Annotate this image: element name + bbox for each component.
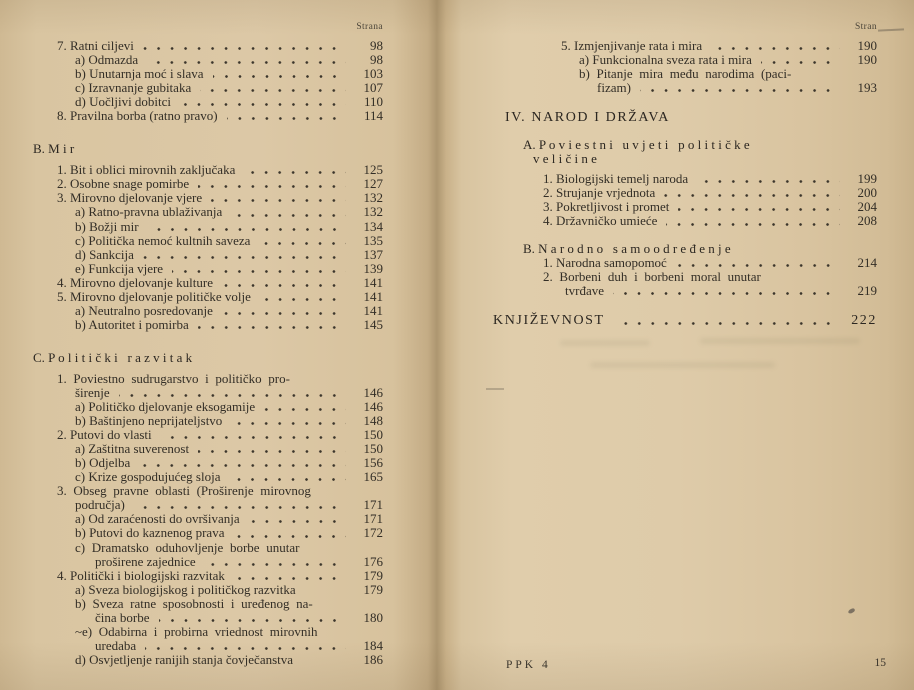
toc-entry-page: 184: [363, 637, 383, 653]
toc-line: [33, 109, 383, 123]
dot-leader: [191, 81, 353, 95]
dot-leader: [222, 205, 353, 219]
page-number: 15: [874, 657, 886, 669]
toc-entry-text: d) Sankcija: [75, 246, 134, 262]
toc-entry-text: 1. Bit i oblici mirovnih zaključaka: [57, 162, 236, 178]
toc-entry-page: 150: [363, 427, 383, 443]
toc-entry-page: 180: [363, 609, 383, 625]
column-header-strana-right: Stran: [854, 22, 877, 32]
toc-entry-page: 193: [857, 80, 877, 96]
toc-line: [33, 234, 383, 248]
toc-line: [493, 200, 877, 214]
dot-leader: [213, 304, 353, 318]
toc-entry-text: 4. Politički i biologijski razvitak: [57, 567, 225, 583]
toc-line: [33, 304, 383, 318]
toc-entry-text: 5. Izmjenjivanje rata i mira: [561, 38, 703, 53]
scan-artifact-dash: [878, 28, 904, 31]
toc-line: [493, 39, 877, 53]
toc-entry-page: 156: [363, 455, 383, 471]
toc-entry-page: 146: [363, 399, 383, 415]
toc-entry-text: e) Funkcija vjere: [75, 260, 164, 276]
dot-leader: [138, 53, 353, 67]
toc-entry-text: uredaba: [95, 637, 137, 653]
toc-line: [33, 318, 383, 332]
toc-line: [33, 555, 383, 569]
toc-entry-page: 176: [363, 553, 383, 569]
toc-line: [493, 214, 877, 228]
toc-entry-page: 137: [363, 246, 383, 262]
toc-line: [33, 220, 383, 234]
toc-entry-text: 3. Pokretljivost i promet: [543, 199, 670, 215]
toc-line: [33, 428, 383, 442]
toc-entry-text: područja): [75, 497, 125, 513]
toc-line: [33, 541, 383, 555]
toc-entry-page: 114: [363, 108, 383, 124]
toc-entry-page: 139: [363, 260, 383, 276]
toc-entry-page: 200: [857, 185, 877, 201]
toc-entry-page: 190: [857, 38, 877, 53]
toc-entry-text: B. M i r: [33, 141, 75, 157]
dot-leader: [213, 276, 353, 290]
dot-leader: [667, 256, 847, 270]
toc-line: [493, 242, 877, 256]
toc-line: [493, 81, 877, 95]
toc-line: [493, 314, 877, 328]
dot-leader: [218, 109, 353, 123]
toc-entry-text: 2. Borbeni duh i borbeni moral unutar: [543, 268, 761, 284]
toc-line: [33, 597, 383, 611]
toc-line: [33, 205, 383, 219]
toc-line: [493, 284, 877, 298]
toc-entry-text: širenje: [75, 384, 110, 400]
toc-line: [33, 372, 383, 386]
dot-leader: [752, 53, 847, 67]
show-through-smudge: [700, 338, 860, 344]
toc-entry-page: 98: [370, 38, 383, 53]
toc-line: [33, 163, 383, 177]
toc-entry-text: ~e) Odabirna i probirna vriednost mirovnih: [75, 623, 318, 639]
toc-entry-text: 7. Ratni ciljevi: [57, 38, 134, 53]
leader-space: [296, 583, 353, 597]
dot-leader: [225, 569, 353, 583]
toc-entry-text: a) Sveza biologijskog i političkog razvitka: [75, 581, 296, 597]
toc-entry-text: c) Krize gospodujućeg sloja: [75, 469, 221, 485]
dot-leader: [130, 456, 353, 470]
dot-leader: [224, 526, 353, 540]
toc-line: [493, 270, 877, 284]
toc-line: [33, 526, 383, 540]
toc-line: [33, 611, 383, 625]
toc-line: [33, 95, 383, 109]
toc-entry-page: 179: [363, 581, 383, 597]
toc-entry-text: v e l i č i n e: [533, 151, 597, 167]
toc-entry-text: 3. Mirovno djelovanje vjere: [57, 190, 203, 206]
toc-line: [33, 569, 383, 583]
toc-entry-text: 2. Strujanje vrjednota: [543, 185, 656, 201]
dot-leader: [150, 611, 353, 625]
show-through-smudge: [590, 362, 775, 368]
toc-line: [493, 256, 877, 270]
toc-entry-page: 172: [363, 525, 383, 541]
toc-entry-page: 190: [857, 52, 877, 68]
toc-entry-text: 1. Biologijski temelj naroda: [543, 171, 689, 187]
toc-line: [33, 484, 383, 498]
toc-line: [33, 442, 383, 456]
toc-line: [33, 351, 383, 365]
toc-line: [33, 81, 383, 95]
toc-entry-text: 5. Mirovno djelovanje političke volje: [57, 288, 251, 304]
dot-leader: [220, 470, 353, 484]
toc-entry-text: 3. Obseg pravne oblasti (Proširenje mirovnog: [57, 483, 311, 499]
toc-line: [33, 625, 383, 639]
toc-entry-page: 165: [363, 469, 383, 485]
toc-entry-text: a) Političko djelovanje eksogamije: [75, 399, 256, 415]
toc-entry-text: b) Unutarnja moć i slava: [75, 66, 204, 82]
dot-leader: [604, 284, 847, 298]
toc-entry-page: 146: [363, 384, 383, 400]
dot-leader: [202, 191, 353, 205]
toc-entry-text: KNJIŽEVNOST: [493, 312, 605, 328]
toc-line: [33, 456, 383, 470]
toc-line: [33, 276, 383, 290]
dot-leader: [605, 314, 847, 328]
toc-entry-text: b) Odjelba: [75, 455, 131, 471]
leader-space: [293, 653, 353, 667]
toc-line: [33, 400, 383, 414]
dot-leader: [669, 200, 847, 214]
toc-entry-text: C. P o l i t i č k i r a z v i t a k: [33, 349, 193, 365]
toc-line: [33, 583, 383, 597]
toc-entry-page: 179: [363, 567, 383, 583]
toc-entry-text: 4. Mirovno djelovanje kulture: [57, 274, 213, 290]
ink-speck: [847, 608, 855, 615]
dot-leader: [139, 220, 353, 234]
toc-entry-text: b) Putovi do kaznenog prava: [75, 525, 225, 541]
toc-line: [33, 414, 383, 428]
toc-entry-page: 199: [857, 171, 877, 187]
toc-entry-text: d) Osvjetljenje ranijih stanja čovječanstva: [75, 651, 294, 667]
toc-entry-text: 8. Pravilna borba (ratno pravo): [57, 108, 218, 124]
left-toc-list: [33, 39, 383, 667]
toc-line: [33, 191, 383, 205]
toc-line: [493, 152, 877, 166]
toc-entry-page: 171: [363, 511, 383, 527]
toc-entry-page: 204: [857, 199, 877, 215]
toc-entry-page: 103: [363, 66, 383, 82]
toc-entry-text: a) Neutralno posredovanje: [75, 302, 213, 318]
toc-line: [33, 512, 383, 526]
toc-entry-page: 132: [363, 190, 383, 206]
dot-leader: [688, 172, 847, 186]
toc-entry-page: 110: [363, 94, 383, 110]
toc-entry-text: b) Pitanje mira među narodima (paci-: [579, 66, 792, 82]
dot-leader: [235, 163, 353, 177]
toc-entry-page: 145: [363, 316, 383, 332]
toc-entry-text: tvrđave: [565, 282, 604, 298]
toc-entry-page: 214: [857, 254, 877, 270]
toc-line: [33, 639, 383, 653]
toc-line: [33, 386, 383, 400]
toc-line: [493, 186, 877, 200]
toc-line: [33, 470, 383, 484]
toc-entry-page: 148: [363, 413, 383, 429]
toc-entry-text: 2. Osobne snage pomirbe: [57, 176, 190, 192]
right-toc-list: [493, 39, 877, 328]
toc-entry-page: 171: [363, 497, 383, 513]
toc-entry-page: 107: [363, 80, 383, 96]
column-header-strana-left: Strana: [356, 22, 383, 32]
toc-entry-page: 141: [363, 288, 383, 304]
dot-leader: [255, 400, 353, 414]
toc-entry-text: a) Funkcionalna sveza rata i mira: [579, 52, 752, 68]
toc-entry-page: 219: [857, 282, 877, 298]
toc-entry-page: 141: [363, 302, 383, 318]
toc-entry-text: IV. NAROD I DRŽAVA: [505, 110, 670, 126]
left-page: [33, 22, 383, 667]
toc-entry-text: 1. Narodna samopomoć: [543, 254, 667, 270]
toc-line: [33, 177, 383, 191]
dot-leader: [702, 39, 847, 53]
toc-entry-page: 134: [363, 218, 383, 234]
toc-line: [33, 53, 383, 67]
toc-line: [33, 262, 383, 276]
toc-line: [33, 498, 383, 512]
toc-entry-text: čina borbe: [95, 609, 150, 625]
toc-entry-text: A. P o v i e s t n i u v j e t i p o l i t i č k e: [523, 137, 750, 153]
toc-line: [33, 248, 383, 262]
dot-leader: [657, 214, 847, 228]
toc-entry-page: 98: [370, 52, 383, 68]
toc-entry-page: 150: [363, 441, 383, 457]
dot-leader: [189, 442, 353, 456]
toc-entry-text: B. N a r o d n o s a m o o d r e đ e n j e: [523, 240, 731, 256]
dot-leader: [189, 318, 353, 332]
toc-entry-text: a) Odmazda: [75, 52, 139, 68]
dot-leader: [251, 290, 353, 304]
toc-entry-page: 125: [363, 162, 383, 178]
toc-entry-text: 4. Državničko umieće: [543, 213, 658, 229]
toc-line: [493, 53, 877, 67]
dot-leader: [125, 498, 353, 512]
dot-leader: [189, 177, 353, 191]
dot-leader: [171, 95, 353, 109]
toc-line: [493, 138, 877, 152]
dot-leader: [631, 81, 847, 95]
toc-line: [493, 172, 877, 186]
toc-entry-text: 2. Putovi do vlasti: [57, 427, 152, 443]
toc-entry-text: b) Božji mir: [75, 218, 139, 234]
toc-entry-page: 141: [363, 274, 383, 290]
toc-line: [33, 653, 383, 667]
dot-leader: [134, 248, 353, 262]
dot-leader: [110, 386, 353, 400]
toc-entry-page: 127: [363, 176, 383, 192]
dot-leader: [204, 67, 353, 81]
toc-entry-page: 222: [851, 312, 877, 328]
toc-entry-text: c) Politička nemoć kultnih saveza: [75, 232, 251, 248]
dot-leader: [152, 428, 353, 442]
printer-signature: PPK 4: [506, 659, 551, 671]
toc-line: [493, 67, 877, 81]
toc-entry-page: 132: [363, 204, 383, 220]
dot-leader: [222, 414, 353, 428]
toc-entry-text: 1. Poviestno sudrugarstvo i političko pro-: [57, 370, 290, 386]
toc-entry-text: c) Dramatsko oduhovljenje borbe unutar: [75, 539, 300, 555]
toc-line: [33, 290, 383, 304]
dot-leader: [163, 262, 353, 276]
toc-entry-text: proširene zajednice: [95, 553, 196, 569]
toc-entry-text: b) Baštinjeno neprijateljstvo: [75, 413, 223, 429]
toc-entry-text: fizam): [597, 80, 631, 96]
dot-leader: [134, 39, 353, 53]
dot-leader: [196, 555, 353, 569]
toc-entry-text: b) Sveza ratne sposobnosti i uređenog na-: [75, 595, 313, 611]
toc-entry-page: 135: [363, 232, 383, 248]
toc-line: [493, 111, 877, 125]
toc-entry-page: 208: [857, 213, 877, 229]
scan-artifact-dash: [486, 388, 504, 390]
dot-leader: [136, 639, 353, 653]
dot-leader: [655, 186, 847, 200]
toc-entry-text: a) Zaštitna suverenost: [75, 441, 190, 457]
toc-entry-text: b) Autoritet i pomirba: [75, 316, 189, 332]
toc-entry-text: d) Uočljivi dobitci: [75, 94, 172, 110]
show-through-smudge: [560, 340, 650, 346]
dot-leader: [240, 512, 353, 526]
dot-leader: [250, 234, 353, 248]
toc-entry-text: a) Od zaraćenosti do ovršivanja: [75, 511, 240, 527]
toc-entry-page: 186: [363, 651, 383, 667]
toc-entry-text: a) Ratno-pravna ublaživanja: [75, 204, 223, 220]
toc-entry-text: c) Izravnanje gubitaka: [75, 80, 192, 96]
toc-line: [33, 67, 383, 81]
toc-line: [33, 142, 383, 156]
right-page: [493, 22, 877, 337]
toc-line: [33, 39, 383, 53]
